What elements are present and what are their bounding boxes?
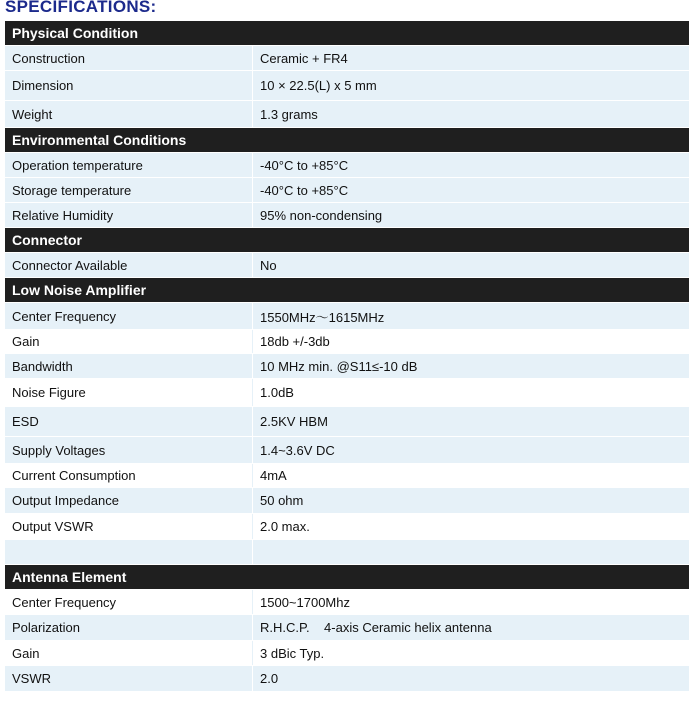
table-row: [5, 488, 689, 514]
section-title: Connector: [12, 232, 82, 248]
spec-label: Construction: [12, 50, 85, 66]
section-header-environmental-conditions: [5, 128, 689, 153]
column-divider: [252, 540, 253, 564]
spec-label: Center Frequency: [12, 594, 117, 610]
spec-value: No: [260, 257, 277, 273]
section-title: Antenna Element: [12, 569, 127, 585]
spec-label: VSWR: [12, 671, 51, 686]
spec-value: 10 × 22.5(L) x 5 mm: [260, 78, 377, 93]
spec-label: Noise Figure: [12, 385, 86, 400]
spec-value: 1.4~3.6V DC: [260, 442, 335, 458]
table-row: [5, 641, 689, 666]
spec-label: Connector Available: [12, 257, 128, 273]
spec-label: Weight: [12, 106, 53, 122]
table-row: [5, 407, 689, 437]
table-row: [5, 71, 689, 101]
column-divider: [252, 253, 253, 277]
specifications-table: [5, 21, 689, 692]
spec-label: Polarization: [12, 620, 80, 635]
spec-value: -40°C to +85°C: [260, 182, 349, 198]
spec-label: Center Frequency: [12, 308, 117, 324]
table-row: [5, 437, 689, 464]
table-row: [5, 379, 689, 407]
table-row: [5, 590, 689, 615]
table-row: [5, 303, 689, 330]
table-row: [5, 253, 689, 278]
table-row: [5, 666, 689, 692]
column-divider: [252, 615, 253, 640]
section-header-antenna-element: [5, 565, 689, 590]
table-row: [5, 203, 689, 228]
column-divider: [252, 590, 253, 614]
table-row: [5, 46, 689, 71]
spec-value: 1550MHz～1615MHz: [260, 309, 385, 325]
column-divider: [252, 488, 253, 513]
column-divider: [252, 101, 253, 127]
spec-value: 1500~1700Mhz: [260, 594, 350, 610]
column-divider: [252, 514, 253, 539]
spec-value: 50 ohm: [260, 493, 304, 508]
spec-label: Current Consumption: [12, 468, 136, 483]
column-divider: [252, 46, 253, 70]
table-row: [5, 153, 689, 178]
table-row: [5, 464, 689, 488]
spec-label: Relative Humidity: [12, 207, 114, 223]
section-header-low-noise-amplifier: [5, 278, 689, 303]
spec-value: 2.5KV HBM: [260, 414, 328, 429]
spec-value: R.H.C.P. 4-axis Ceramic helix antenna: [260, 620, 492, 635]
spec-label: Output Impedance: [12, 493, 119, 508]
column-divider: [252, 354, 253, 378]
table-row: [5, 615, 689, 641]
spec-value: 95% non-condensing: [260, 207, 383, 223]
spec-value: -40°C to +85°C: [260, 157, 349, 173]
spec-label: ESD: [12, 414, 39, 429]
column-divider: [252, 71, 253, 100]
column-divider: [252, 379, 253, 406]
spec-label: Supply Voltages: [12, 442, 106, 458]
section-header-connector: [5, 228, 689, 253]
spec-value: 18db +/-3db: [260, 334, 330, 349]
table-row-empty: [5, 540, 689, 565]
column-divider: [252, 464, 253, 487]
table-row: [5, 178, 689, 203]
column-divider: [252, 153, 253, 177]
spec-label: Output VSWR: [12, 519, 94, 534]
spec-value: 3 dBic Typ.: [260, 645, 325, 661]
section-title: Environmental Conditions: [12, 132, 187, 148]
table-row: [5, 514, 689, 540]
table-row: [5, 101, 689, 128]
column-divider: [252, 178, 253, 202]
page-title: SPECIFICATIONS:: [5, 0, 157, 16]
column-divider: [252, 330, 253, 353]
column-divider: [252, 641, 253, 665]
column-divider: [252, 666, 253, 691]
spec-label: Operation temperature: [12, 157, 143, 173]
spec-value: 4mA: [260, 468, 287, 483]
column-divider: [252, 437, 253, 463]
section-title: Low Noise Amplifier: [12, 282, 147, 298]
spec-label: Gain: [12, 645, 40, 661]
table-row: [5, 330, 689, 354]
spec-label: Storage temperature: [12, 182, 132, 198]
section-title: Physical Condition: [12, 25, 139, 41]
spec-value: 1.3 grams: [260, 106, 318, 122]
spec-value: 2.0: [260, 671, 279, 686]
column-divider: [252, 303, 253, 329]
column-divider: [252, 203, 253, 227]
spec-label: Bandwidth: [12, 358, 73, 374]
spec-label: Dimension: [12, 78, 74, 93]
spec-label: Gain: [12, 334, 40, 349]
column-divider: [252, 407, 253, 436]
spec-value: 10 MHz min. @S11≤-10 dB: [260, 358, 418, 374]
table-row: [5, 354, 689, 379]
spec-value: 1.0dB: [260, 385, 294, 400]
section-header-physical-condition: [5, 21, 689, 46]
spec-value: 2.0 max.: [260, 519, 310, 534]
spec-value: Ceramic + FR4: [260, 50, 348, 66]
